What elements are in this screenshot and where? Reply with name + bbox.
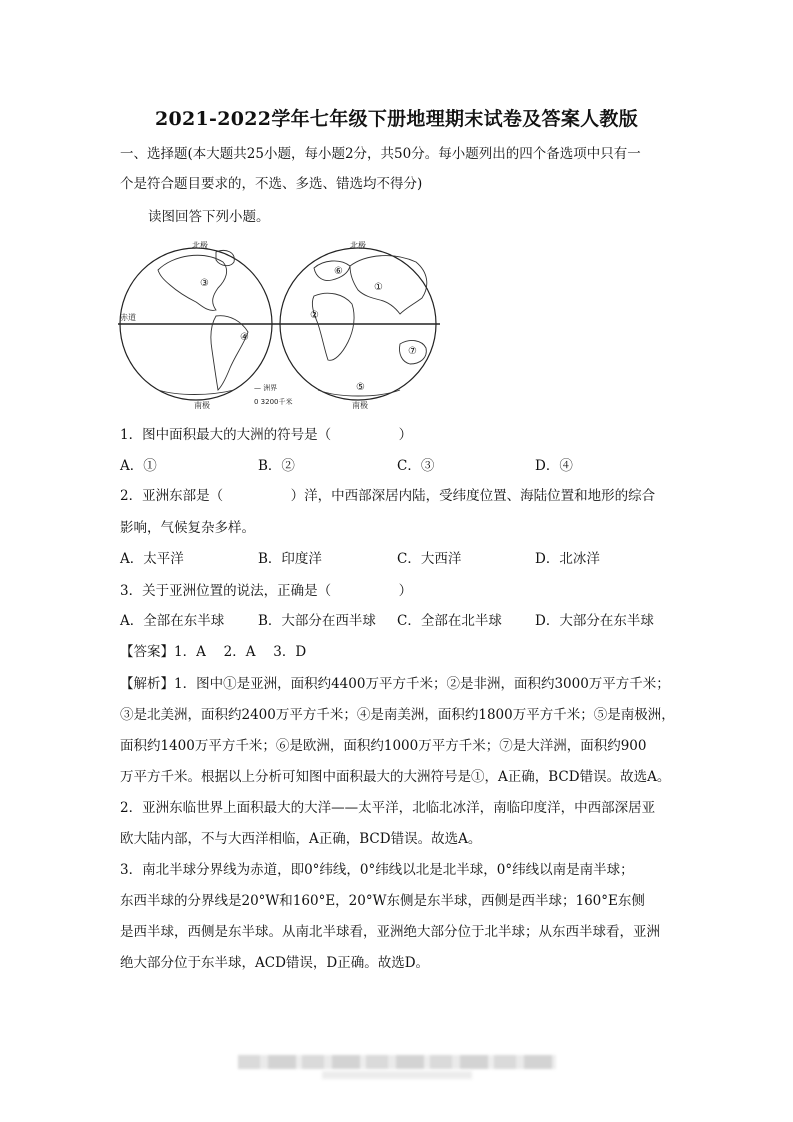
analysis-line-8: 东西半球的分界线是20°W和160°E，20°W东侧是东半球，西侧是西半球；160°E东侧 bbox=[120, 893, 645, 909]
label-1: ① bbox=[374, 282, 383, 293]
label-6: ⑥ bbox=[334, 266, 343, 277]
label-7: ⑦ bbox=[408, 346, 417, 357]
section-instructions-line-2: 个是符合题目要求的，不选、多选、错选均不得分) bbox=[120, 176, 423, 192]
analysis-line-9: 是西半球，西侧是东半球。从南北半球看，亚洲绝大部分位于北半球；从东西半球看，亚洲 bbox=[120, 924, 660, 940]
antarctica-outline-left bbox=[158, 390, 234, 395]
q2-option-d: D．北冰洋 bbox=[535, 551, 600, 567]
q2-option-a: A．太平洋 bbox=[120, 551, 184, 567]
q1-option-b: B．② bbox=[258, 458, 295, 474]
equator-label: 赤道 bbox=[120, 313, 136, 322]
north-pole-label-left: 北极 bbox=[192, 241, 208, 250]
q1-option-d: D．④ bbox=[535, 458, 573, 474]
question-2-options bbox=[120, 548, 680, 570]
greenland-outline bbox=[216, 250, 234, 265]
q3-option-c: C．全部在北半球 bbox=[397, 613, 502, 629]
analysis-line-2: ③是北美洲，面积约2400万平方千米；④是南美洲，面积约1800万平方千米；⑤是南极洲， bbox=[120, 707, 675, 723]
q1-option-c: C．③ bbox=[397, 458, 435, 474]
scale-bar-label: 0 3200千米 bbox=[254, 398, 293, 406]
question-3-stem: 3．关于亚洲位置的说法，正确是（ ） bbox=[120, 583, 413, 599]
north-pole-label-right: 北极 bbox=[350, 241, 366, 250]
analysis-line-10: 绝大部分位于东半球，ACD错误，D正确。故选D。 bbox=[120, 955, 430, 971]
south-pole-label-right: 南极 bbox=[352, 401, 368, 410]
africa-outline bbox=[312, 293, 354, 360]
analysis-line-5: 2．亚洲东临世界上面积最大的大洋——太平洋，北临北冰洋，南临印度洋，中西部深居亚 bbox=[120, 800, 656, 816]
blurred-footer-watermark-line-2 bbox=[322, 1071, 472, 1079]
europe-outline bbox=[314, 261, 350, 281]
label-3: ③ bbox=[200, 278, 209, 289]
question-3-options bbox=[120, 610, 680, 632]
asia-outline bbox=[350, 256, 427, 314]
q2-option-c: C．大西洋 bbox=[397, 551, 462, 567]
q3-option-b: B．大部分在西半球 bbox=[258, 613, 376, 629]
q3-option-d: D．大部分在东半球 bbox=[535, 613, 654, 629]
question-1-options bbox=[120, 455, 680, 477]
analysis-line-6: 欧大陆内部，不与大西洋相临，A正确，BCD错误。故选A。 bbox=[120, 831, 482, 847]
question-2-stem-continued: 影响，气候复杂多样。 bbox=[120, 520, 255, 536]
page-title: 2021-2022学年七年级下册地理期末试卷及答案人教版 bbox=[154, 108, 639, 130]
q3-option-a: A．全部在东半球 bbox=[120, 613, 225, 629]
question-2-stem: 2．亚洲东部是（ ）洋，中西部深居内陆，受纬度位置、海陆位置和地形的综合 bbox=[120, 488, 656, 504]
analysis-line-1: 【解析】1．图中①是亚洲，面积约4400万平方千米；②是非洲，面积约3000万平方千米； bbox=[120, 676, 670, 692]
blurred-footer-watermark bbox=[238, 1055, 556, 1069]
legend-boundary: — 洲界 bbox=[254, 384, 278, 392]
section-instructions-line-1: 一、选择题(本大题共25小题，每小题2分，共50分。每小题列出的四个备选项中只有一 bbox=[120, 146, 641, 162]
label-4: ④ bbox=[240, 332, 249, 343]
north-america-outline bbox=[158, 255, 227, 310]
intro-text: 读图回答下列小题。 bbox=[148, 209, 270, 225]
analysis-line-4: 万平方千米。根据以上分析可知图中面积最大的大洲符号是①，A正确，BCD错误。故选A。 bbox=[120, 769, 671, 785]
analysis-line-3: 面积约1400万平方千米；⑥是欧洲，面积约1000万平方千米；⑦是大洋洲，面积约900 bbox=[120, 738, 647, 754]
label-5: ⑤ bbox=[356, 382, 365, 393]
label-2: ② bbox=[310, 310, 319, 321]
world-hemispheres-map bbox=[118, 240, 440, 412]
q1-option-a: A．① bbox=[120, 458, 157, 474]
question-1-stem: 1．图中面积最大的大洲的符号是（ ） bbox=[120, 427, 413, 443]
south-america-outline bbox=[211, 316, 248, 390]
answer-line: 【答案】1．A 2．A 3．D bbox=[120, 644, 307, 660]
analysis-line-7: 3．南北半球分界线为赤道，即0°纬线，0°纬线以北是北半球，0°纬线以南是南半球； bbox=[120, 862, 634, 878]
q2-option-b: B．印度洋 bbox=[258, 551, 322, 567]
south-pole-label-left: 南极 bbox=[194, 401, 210, 410]
